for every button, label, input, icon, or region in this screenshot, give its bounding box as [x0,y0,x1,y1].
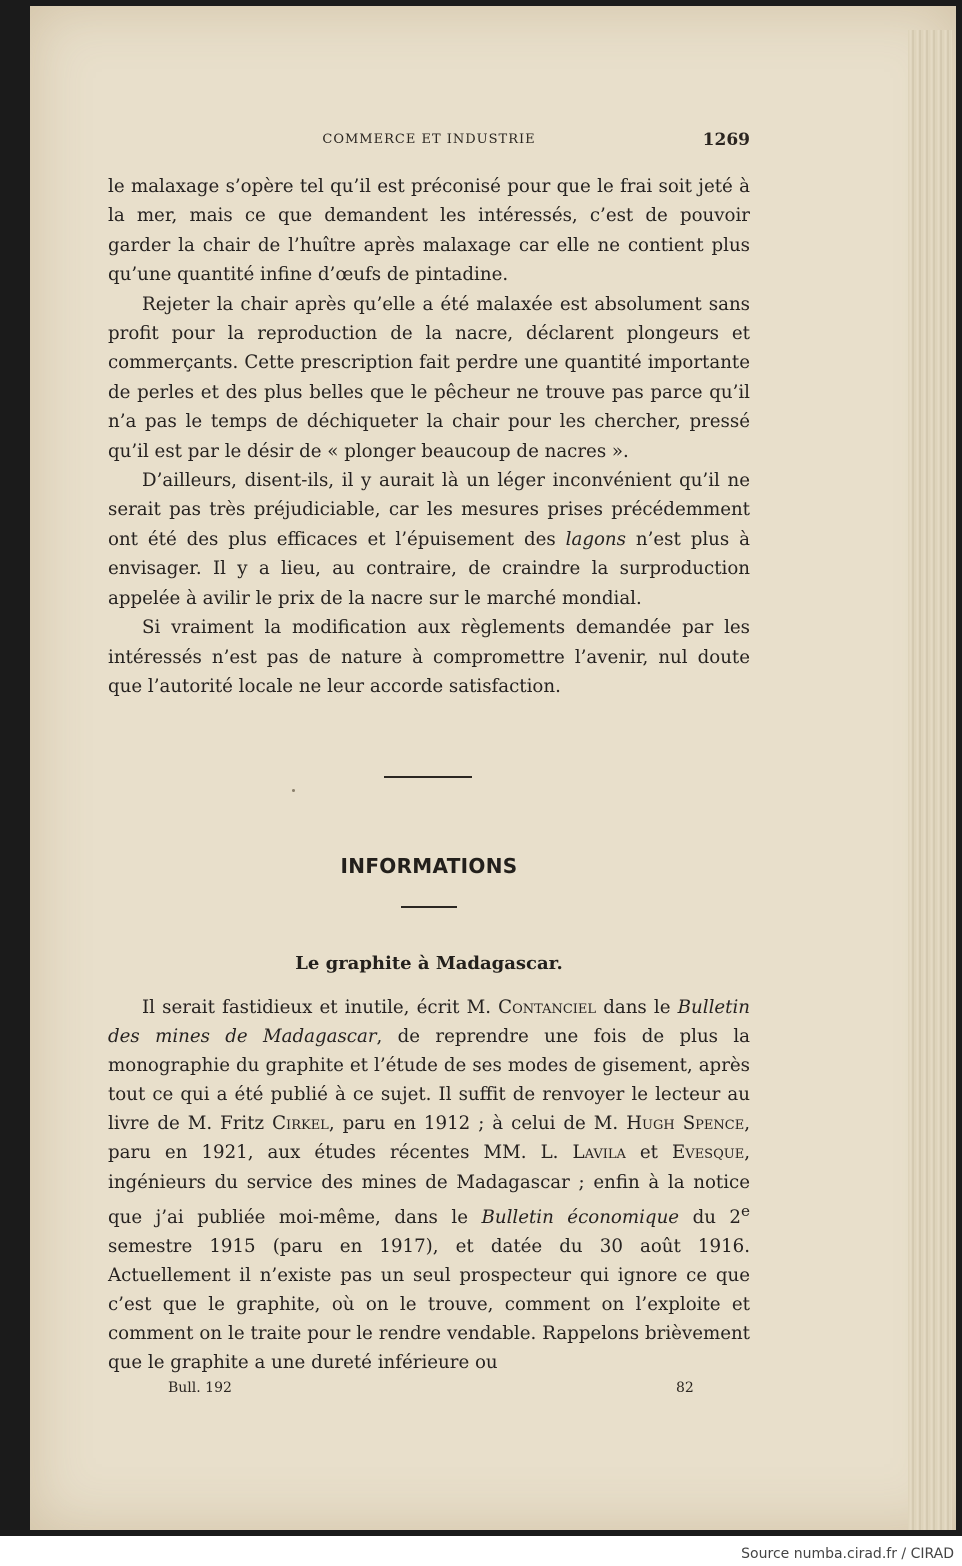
paragraph: Si vraiment la modification aux règlements demandée par les intéressés n’est pas de nature à compromettre l’avenir, nul doute que l’autorité locale ne leur accorde satisfaction. [108,617,750,697]
paragraph: Rejeter la chair après qu’elle a été malaxée est absolument sans profit pour la reproduction de la nacre, déclarent plongeurs et commerçants. Cette prescription fait perdre une quantité importante de perles et des plus belles que le pêcheur ne trouve pas parce qu’il n’a pas le temps de déchiqueter la chair pour les chercher, pressé qu’il est par le désir de « plonger beaucoup de nacres ». [108,293,750,462]
author-name: Cirkel [272,1113,329,1135]
signature-number: 82 [676,1380,694,1396]
section-divider [384,776,472,778]
author-name: Contanciel [498,997,597,1018]
section-heading: INFORMATIONS [340,854,518,878]
paragraph [108,466,750,613]
publication-title: Bulletin des mines de Madagascar [108,997,750,1048]
article-title: Le graphite à Madagascar. [295,953,563,974]
paragraph: le malaxage s’opère tel qu’il est préconisé pour que le frai soit jeté à la mer, mais ce que demandent les intéressés, c’est de pouvoir garder la chair de l’huître après malaxage car elle ne contient plus qu’une quantité infine d’œufs de pintadine. [108,176,750,286]
signature-mark: Bull. 192 [168,1380,232,1396]
text-run: n’est plus à envisager. Il y a lieu, au contraire, de craindre la surproduction appelée à avilir le prix de la nacre sur le marché mondial. [108,528,750,609]
text-run: dans le [596,997,678,1018]
ink-speck [292,789,295,792]
text-run: , ingénieurs du service des mines de Madagascar ; enfin à la notice que j’ai publiée moi-même, dans le [108,1142,750,1228]
text-run: , de reprendre une fois de plus la monographie du graphite et l’étude de ses modes de gisement, après tout ce qui a été publié à ce sujet. Il suffit de renvoyer le lecteur au livre de M. Fritz [108,1026,750,1135]
text-run: et [625,1142,673,1164]
continued-text [108,172,750,701]
italic-word: lagons [565,528,626,550]
page-edge-stack [908,30,952,1530]
author-name: Evesque [672,1142,745,1164]
text-run: Il serait fastidieux et inutile, écrit M. [142,997,499,1018]
superscript: e [741,1201,750,1220]
heading-underline [401,906,457,908]
page-number: 1269 [702,130,750,150]
author-name: Hugh Spence [626,1113,745,1135]
text-run: , paru en 1921, aux études récentes MM. L. [108,1113,751,1164]
text-run: du 2 [679,1206,742,1228]
source-credit: Source numba.cirad.fr / CIRAD [741,1546,954,1562]
text-run: , paru en 1912 ; à celui de M. [328,1113,627,1135]
running-head [108,130,750,154]
author-name: Lavila [572,1142,626,1164]
text-run: D’ailleurs, disent-ils, il y aurait là un léger inconvénient qu’il ne serait pas très préjudiciable, car les mesures prises précédemment ont été des plus efficaces et l’épuisement des [108,470,750,550]
paragraph [108,993,750,1377]
article-body [108,993,750,1377]
running-title: COMMERCE ET INDUSTRIE [322,132,536,147]
text-run: semestre 1915 (paru en 1917), et datée du 30 août 1916. Actuellement il n’existe pas un seul prospecteur qui ignore ce que c’est que le graphite, où on le trouve, comment on l’exploite et comment on le traite pour le rendre vendable. Rappelons brièvement que le graphite a une dureté inférieure ou [108,1235,750,1374]
publication-title: Bulletin économique [481,1206,680,1228]
